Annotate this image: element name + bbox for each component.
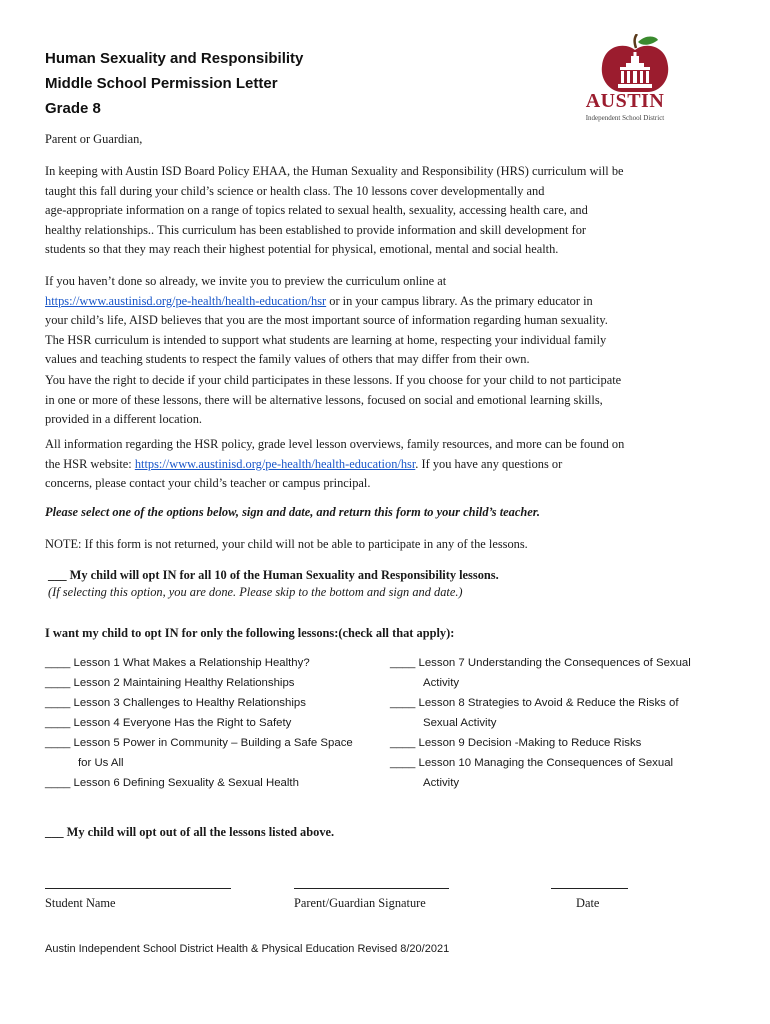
note-text: NOTE: If this form is not returned, your child will not be able to participate in any of the lessons. xyxy=(45,537,528,551)
lesson-4-option[interactable]: ____ Lesson 4 Everyone Has the Right to Safety xyxy=(45,717,292,729)
parent-signature-line[interactable] xyxy=(294,888,449,889)
paragraph-line: provided in a different location. xyxy=(45,412,203,426)
paragraph-line: If you haven’t done so already, we invite you to preview the curriculum online at xyxy=(45,274,447,288)
paragraph-line xyxy=(45,292,725,312)
logo-subtitle: Independent School District xyxy=(585,114,665,122)
paragraph-line xyxy=(45,455,725,475)
paragraph-line: The HSR curriculum is intended to support what students are learning at home, respecting your individual family xyxy=(45,332,607,347)
lesson-list-right xyxy=(390,653,691,793)
footer-text: Austin Independent School District Health & Physical Education Revised 8/20/2021 xyxy=(45,943,450,955)
paragraph-text: or in your campus library. As the primary educator in xyxy=(326,293,593,308)
paragraph-preview xyxy=(45,272,725,370)
student-name-line[interactable] xyxy=(45,888,231,889)
paragraph-line: taught this fall during your child’s science or health class. The 10 lessons cover developmentally and xyxy=(45,183,545,198)
lesson-10-option[interactable]: ____ Lesson 10 Managing the Consequences of Sexual xyxy=(390,757,674,769)
paragraph-line: in one or more of these lessons, there will be alternative lessons, focused on social and emotional learning skills, xyxy=(45,392,603,407)
opt-in-some-heading: I want my child to opt IN for only the following lessons:(check all that apply): xyxy=(45,626,455,640)
student-name-label: Student Name xyxy=(45,896,116,910)
page-title-line-1: Human Sexuality and Responsibility xyxy=(45,50,304,67)
paragraph-line: healthy relationships.. This curriculum has been established to provide information and skill development for xyxy=(45,222,587,237)
page-title-line-2: Middle School Permission Letter xyxy=(45,75,278,92)
page-title-line-3: Grade 8 xyxy=(45,100,101,117)
lesson-1-option[interactable]: ____ Lesson 1 What Makes a Relationship Healthy? xyxy=(45,657,310,669)
lesson-8-continuation: Sexual Activity xyxy=(423,717,497,729)
paragraph-line: You have the right to decide if your child participates in these lessons. If you choose for your child to not participate xyxy=(45,373,622,387)
logo-wordmark: AUSTIN xyxy=(585,90,665,112)
paragraph-line: age-appropriate information on a range of topics related to sexual health, sexuality, accessing health care, and xyxy=(45,203,588,217)
lesson-7-continuation: Activity xyxy=(423,677,460,689)
instruction-text: Please select one of the options below, sign and date, and return this form to your child’s teacher. xyxy=(45,505,540,519)
hsr-website-link[interactable]: https://www.austinisd.org/pe-health/health-education/hsr xyxy=(134,456,416,471)
lesson-5-option[interactable]: ____ Lesson 5 Power in Community – Building a Safe Space xyxy=(45,737,353,749)
opt-out-option[interactable]: ___ My child will opt out of all the lessons listed above. xyxy=(45,825,335,839)
paragraph-text: the HSR website: xyxy=(45,456,135,471)
opt-in-all-hint: (If selecting this option, you are done. Please skip to the bottom and sign and date.) xyxy=(48,585,463,599)
date-line[interactable] xyxy=(551,888,628,889)
paragraph-line: your child’s life, AISD believes that you are the most important source of information regarding human sexuality. xyxy=(45,313,608,327)
lesson-6-option[interactable]: ____ Lesson 6 Defining Sexuality & Sexual Health xyxy=(45,777,299,789)
paragraph-line: students so that they may reach their highest potential for physical, emotional, mental and social health. xyxy=(45,242,559,256)
paragraph-resources xyxy=(45,435,725,494)
paragraph-text: . If you have any questions or xyxy=(415,456,563,471)
paragraph-rights xyxy=(45,371,725,430)
lesson-2-option[interactable]: ____ Lesson 2 Maintaining Healthy Relationships xyxy=(45,677,295,689)
lesson-5-continuation: for Us All xyxy=(78,757,124,769)
parent-signature-label: Parent/Guardian Signature xyxy=(294,896,426,910)
paragraph-policy xyxy=(45,162,725,260)
paragraph-line: values and teaching students to respect the family values of others that may differ from their own. xyxy=(45,352,530,366)
salutation: Parent or Guardian, xyxy=(45,132,143,146)
paragraph-line: In keeping with Austin ISD Board Policy EHAA, the Human Sexuality and Responsibility (HRS) curriculum will be xyxy=(45,164,624,178)
paragraph-line: All information regarding the HSR policy, grade level lesson overviews, family resources, and more can be found on xyxy=(45,437,625,451)
lesson-list-left xyxy=(45,653,353,793)
paragraph-line: concerns, please contact your child’s teacher or campus principal. xyxy=(45,476,371,490)
lesson-3-option[interactable]: ____ Lesson 3 Challenges to Healthy Relationships xyxy=(45,697,306,709)
lesson-9-option[interactable]: ____ Lesson 9 Decision -Making to Reduce Risks xyxy=(390,737,642,749)
date-label: Date xyxy=(576,896,600,910)
lesson-10-continuation: Activity xyxy=(423,777,460,789)
curriculum-link[interactable]: https://www.austinisd.org/pe-health/health-education/hsr xyxy=(45,293,327,308)
opt-in-all-option[interactable]: ___ My child will opt IN for all 10 of the Human Sexuality and Responsibility lessons. xyxy=(48,568,499,582)
lesson-8-option[interactable]: ____ Lesson 8 Strategies to Avoid & Reduce the Risks of xyxy=(390,697,679,709)
lesson-7-option[interactable]: ____ Lesson 7 Understanding the Consequences of Sexual xyxy=(390,657,691,669)
